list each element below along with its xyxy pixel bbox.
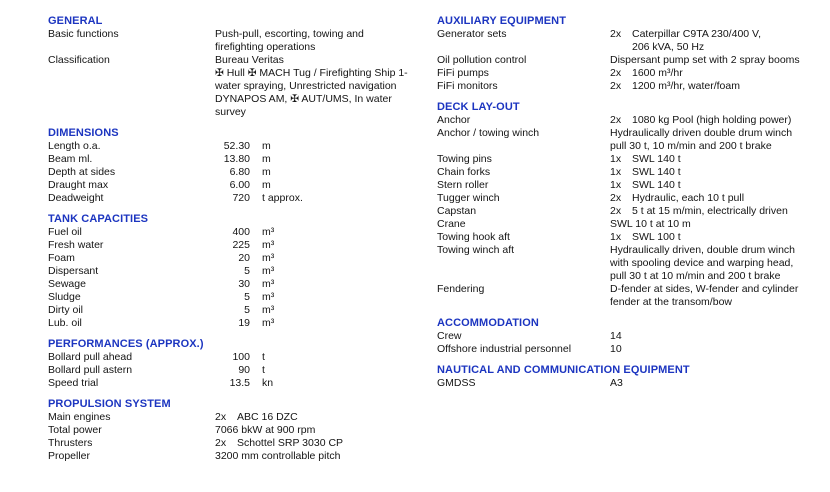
spec-value-line xyxy=(610,166,830,179)
spec-label: Bollard pull ahead xyxy=(48,351,133,363)
spec-value-unit: t xyxy=(262,364,265,376)
spec-label: Dirty oil xyxy=(48,304,84,316)
spec-value xyxy=(610,343,830,356)
spec-value-qty: 2x xyxy=(215,411,227,423)
spec-value-qty: 1x xyxy=(610,153,622,165)
spec-value-text: 5 t at 15 m/min, electrically driven xyxy=(632,205,788,217)
spec-value-line xyxy=(610,67,830,80)
spec-section xyxy=(48,398,426,463)
spec-row xyxy=(48,192,426,205)
spec-value-unit: m³ xyxy=(262,226,275,238)
spec-value-unit: m³ xyxy=(262,239,275,251)
spec-value-unit: m³ xyxy=(262,265,275,277)
spec-value-unit: m xyxy=(262,153,271,165)
spec-value-unit: kn xyxy=(262,377,274,389)
spec-value-line xyxy=(215,411,426,424)
spec-value xyxy=(215,377,426,390)
spec-section xyxy=(48,15,426,119)
spec-label: Tugger winch xyxy=(437,192,500,204)
spec-value-line: 7066 bkW at 900 rpm xyxy=(215,424,316,436)
spec-value xyxy=(215,437,426,450)
spec-value-line: fender at the transom/bow xyxy=(610,296,732,308)
spec-row xyxy=(48,166,426,179)
spec-value-number: 20 xyxy=(238,252,250,264)
spec-row xyxy=(437,330,830,343)
spec-label: Length o.a. xyxy=(48,140,101,152)
spec-section xyxy=(48,127,426,205)
spec-value-line xyxy=(610,205,830,218)
spec-section xyxy=(437,317,830,356)
section-title: PERFORMANCES (APPROX.) xyxy=(48,338,204,350)
spec-value-line: 14 xyxy=(610,330,622,342)
spec-value xyxy=(215,304,426,317)
spec-value-line: firefighting operations xyxy=(215,41,316,53)
spec-value xyxy=(215,153,426,166)
spec-value-line: DYNAPOS AM, ✠ AUT/UMS, In water xyxy=(215,93,392,105)
spec-value-text: Schottel SRP 3030 CP xyxy=(237,437,344,449)
section-title: DIMENSIONS xyxy=(48,127,119,139)
spec-value-line xyxy=(610,153,830,166)
spec-label: Lub. oil xyxy=(48,317,82,329)
spec-value-line xyxy=(610,179,830,192)
spec-value-number: 5 xyxy=(244,291,250,303)
spec-value xyxy=(610,192,830,205)
spec-label: Deadweight xyxy=(48,192,104,204)
spec-value xyxy=(610,218,830,231)
spec-value-line: 3200 mm controllable pitch xyxy=(215,450,341,462)
spec-row xyxy=(437,377,830,390)
spec-value-qty: 2x xyxy=(610,192,622,204)
spec-value-line xyxy=(215,437,426,450)
spec-row xyxy=(48,54,426,119)
spec-value-unit: m³ xyxy=(262,252,275,264)
spec-row xyxy=(437,192,830,205)
spec-value-line xyxy=(610,114,830,127)
spec-label: Classification xyxy=(48,54,110,66)
spec-value-text: SWL 100 t xyxy=(632,231,681,243)
spec-value-qty: 2x xyxy=(610,80,622,92)
spec-value-text: ABC 16 DZC xyxy=(237,411,298,423)
spec-row xyxy=(437,153,830,166)
spec-value xyxy=(610,205,830,218)
spec-row xyxy=(437,114,830,127)
spec-value-number: 400 xyxy=(232,226,250,238)
spec-label: Towing pins xyxy=(437,153,492,165)
spec-label: Depth at sides xyxy=(48,166,116,178)
spec-value xyxy=(215,265,426,278)
spec-value-number: 5 xyxy=(244,265,250,277)
spec-value-number: 52.30 xyxy=(223,140,250,152)
spec-value-line xyxy=(610,28,830,41)
spec-row xyxy=(437,67,830,80)
spec-row xyxy=(437,127,830,153)
spec-value-line: SWL 10 t at 10 m xyxy=(610,218,691,230)
spec-label: Capstan xyxy=(437,205,477,217)
spec-value xyxy=(215,28,426,54)
spec-value-line xyxy=(610,192,830,205)
spec-value-number: 30 xyxy=(238,278,250,290)
spec-row xyxy=(48,239,426,252)
section-title: ACCOMMODATION xyxy=(437,317,539,329)
spec-value-line xyxy=(610,231,830,244)
spec-value-text: 1080 kg Pool (high holding power) xyxy=(632,114,792,126)
spec-row xyxy=(48,179,426,192)
spec-row xyxy=(48,140,426,153)
section-title: TANK CAPACITIES xyxy=(48,213,149,225)
spec-label: Towing hook aft xyxy=(437,231,510,243)
spec-label: Dispersant xyxy=(48,265,99,277)
spec-value xyxy=(610,80,830,93)
spec-row xyxy=(48,437,426,450)
section-title: NAUTICAL AND COMMUNICATION EQUIPMENT xyxy=(437,364,690,376)
column-left xyxy=(48,15,426,471)
spec-value-number: 90 xyxy=(238,364,250,376)
spec-row xyxy=(48,28,426,54)
spec-label: Beam ml. xyxy=(48,153,93,165)
spec-value-line: survey xyxy=(215,106,246,118)
spec-row xyxy=(437,218,830,231)
spec-value xyxy=(610,179,830,192)
spec-label: Main engines xyxy=(48,411,111,423)
spec-label: Draught max xyxy=(48,179,109,191)
spec-value-number: 225 xyxy=(232,239,250,251)
spec-value xyxy=(215,252,426,265)
spec-value-text: SWL 140 t xyxy=(632,153,681,165)
spec-row xyxy=(48,377,426,390)
spec-value-text: 1200 m³/hr, water/foam xyxy=(632,80,740,92)
spec-row xyxy=(437,205,830,218)
spec-row xyxy=(437,283,830,309)
spec-value xyxy=(215,140,426,153)
spec-label: Sewage xyxy=(48,278,86,290)
spec-value-unit: t xyxy=(262,351,265,363)
spec-label: Foam xyxy=(48,252,75,264)
spec-value-line: with spooling device and warping head, xyxy=(610,257,794,269)
spec-value-number: 13.80 xyxy=(223,153,250,165)
spec-label: Fresh water xyxy=(48,239,104,251)
spec-value-qty: 2x xyxy=(610,114,622,126)
spec-value xyxy=(610,28,830,54)
spec-row xyxy=(437,343,830,356)
spec-value xyxy=(215,351,426,364)
spec-value xyxy=(610,231,830,244)
column-right xyxy=(437,15,830,398)
spec-label: Speed trial xyxy=(48,377,99,389)
spec-label: Oil pollution control xyxy=(437,54,527,66)
spec-section xyxy=(437,364,830,390)
spec-value-number: 13.5 xyxy=(229,377,250,389)
spec-value-text: 1600 m³/hr xyxy=(632,67,683,79)
spec-value-line: Hydraulically driven, double drum winch xyxy=(610,244,796,256)
spec-value xyxy=(610,244,830,283)
spec-value-number: 6.80 xyxy=(229,166,250,178)
spec-value-qty: 1x xyxy=(610,166,622,178)
spec-value-line: pull 30 t at 10 m/min and 200 t brake xyxy=(610,270,781,282)
spec-value-unit: t approx. xyxy=(262,192,303,204)
spec-value-unit: m xyxy=(262,179,271,191)
spec-label: Total power xyxy=(48,424,102,436)
spec-value xyxy=(215,179,426,192)
spec-row xyxy=(48,411,426,424)
spec-value-qty: 1x xyxy=(610,179,622,191)
spec-value-line: Hydraulically driven double drum winch xyxy=(610,127,793,139)
spec-value-number: 6.00 xyxy=(229,179,250,191)
spec-row xyxy=(48,153,426,166)
spec-section xyxy=(48,213,426,330)
spec-value-unit: m³ xyxy=(262,304,275,316)
spec-row xyxy=(437,244,830,283)
spec-row xyxy=(48,317,426,330)
spec-value xyxy=(215,226,426,239)
spec-value-text: Caterpillar C9TA 230/400 V, xyxy=(632,28,761,40)
spec-label: Sludge xyxy=(48,291,81,303)
spec-value-line: 10 xyxy=(610,343,622,355)
spec-label: Crane xyxy=(437,218,466,230)
spec-label: Generator sets xyxy=(437,28,507,40)
spec-row xyxy=(48,226,426,239)
spec-value xyxy=(610,166,830,179)
spec-value xyxy=(215,424,426,437)
spec-row xyxy=(48,364,426,377)
spec-row xyxy=(437,179,830,192)
spec-value xyxy=(610,54,830,67)
spec-value xyxy=(610,67,830,80)
spec-value xyxy=(215,291,426,304)
spec-label: Stern roller xyxy=(437,179,489,191)
spec-label: Anchor xyxy=(437,114,471,126)
spec-value xyxy=(610,330,830,343)
spec-row xyxy=(48,252,426,265)
section-title: DECK LAY-OUT xyxy=(437,101,520,113)
spec-value-line: D-fender at sides, W-fender and cylinder xyxy=(610,283,799,295)
spec-row xyxy=(437,54,830,67)
spec-row xyxy=(48,265,426,278)
spec-label: Chain forks xyxy=(437,166,491,178)
spec-value xyxy=(610,153,830,166)
spec-value xyxy=(610,377,830,390)
spec-value-line: ✠ Hull ✠ MACH Tug / Firefighting Ship 1- xyxy=(215,67,408,79)
spec-row xyxy=(48,351,426,364)
spec-value-unit: m xyxy=(262,166,271,178)
spec-label: Towing winch aft xyxy=(437,244,515,256)
spec-value-qty: 2x xyxy=(610,205,622,217)
spec-value-line: A3 xyxy=(610,377,623,389)
spec-value-line: water spraying, Unrestricted navigation xyxy=(215,80,397,92)
spec-section xyxy=(48,338,426,390)
spec-value-line: Dispersant pump set with 2 spray booms xyxy=(610,54,800,66)
spec-label: Offshore industrial personnel xyxy=(437,343,572,355)
spec-value xyxy=(215,54,426,119)
section-title: PROPULSION SYSTEM xyxy=(48,398,171,410)
spec-label: Propeller xyxy=(48,450,91,462)
spec-value-number: 19 xyxy=(238,317,250,329)
spec-label: Thrusters xyxy=(48,437,93,449)
spec-value xyxy=(215,450,426,463)
spec-value-qty: 2x xyxy=(610,67,622,79)
spec-value xyxy=(215,166,426,179)
spec-value-line: 206 kVA, 50 Hz xyxy=(632,41,705,53)
spec-value xyxy=(610,127,830,153)
spec-value-qty: 2x xyxy=(215,437,227,449)
spec-label: Fuel oil xyxy=(48,226,82,238)
spec-value-line: Push-pull, escorting, towing and xyxy=(215,28,364,40)
spec-value-text: Hydraulic, each 10 t pull xyxy=(632,192,745,204)
spec-label: FiFi monitors xyxy=(437,80,498,92)
spec-label: Fendering xyxy=(437,283,485,295)
spec-row xyxy=(48,304,426,317)
spec-row xyxy=(437,231,830,244)
spec-section xyxy=(437,15,830,93)
spec-value-unit: m³ xyxy=(262,278,275,290)
spec-value xyxy=(215,411,426,424)
spec-row xyxy=(48,424,426,437)
spec-row xyxy=(48,278,426,291)
spec-row xyxy=(48,291,426,304)
spec-row xyxy=(437,80,830,93)
spec-label: GMDSS xyxy=(437,377,476,389)
spec-value-line: Bureau Veritas xyxy=(215,54,284,66)
spec-row xyxy=(48,450,426,463)
spec-value-number: 720 xyxy=(232,192,250,204)
spec-value-line xyxy=(610,80,830,93)
spec-value xyxy=(215,239,426,252)
spec-value xyxy=(215,317,426,330)
spec-value xyxy=(215,278,426,291)
spec-label: Basic functions xyxy=(48,28,119,40)
spec-label: Crew xyxy=(437,330,462,342)
spec-value-line: pull 30 t, 10 m/min and 200 t brake xyxy=(610,140,772,152)
spec-section xyxy=(437,101,830,309)
spec-value-unit: m xyxy=(262,140,271,152)
spec-value-qty: 1x xyxy=(610,231,622,243)
spec-row xyxy=(437,166,830,179)
spec-value-unit: m³ xyxy=(262,291,275,303)
spec-value xyxy=(610,283,830,309)
spec-label: Anchor / towing winch xyxy=(437,127,540,139)
spec-value-unit: m³ xyxy=(262,317,275,329)
spec-value-text: SWL 140 t xyxy=(632,179,681,191)
spec-value-qty: 2x xyxy=(610,28,622,40)
spec-value-text: SWL 140 t xyxy=(632,166,681,178)
spec-value xyxy=(215,364,426,377)
spec-value-number: 100 xyxy=(232,351,250,363)
spec-label: Bollard pull astern xyxy=(48,364,133,376)
section-title: AUXILIARY EQUIPMENT xyxy=(437,15,567,27)
spec-value xyxy=(610,114,830,127)
spec-label: FiFi pumps xyxy=(437,67,489,79)
section-title: GENERAL xyxy=(48,15,103,27)
spec-value xyxy=(215,192,426,205)
spec-value-number: 5 xyxy=(244,304,250,316)
spec-row xyxy=(437,28,830,54)
